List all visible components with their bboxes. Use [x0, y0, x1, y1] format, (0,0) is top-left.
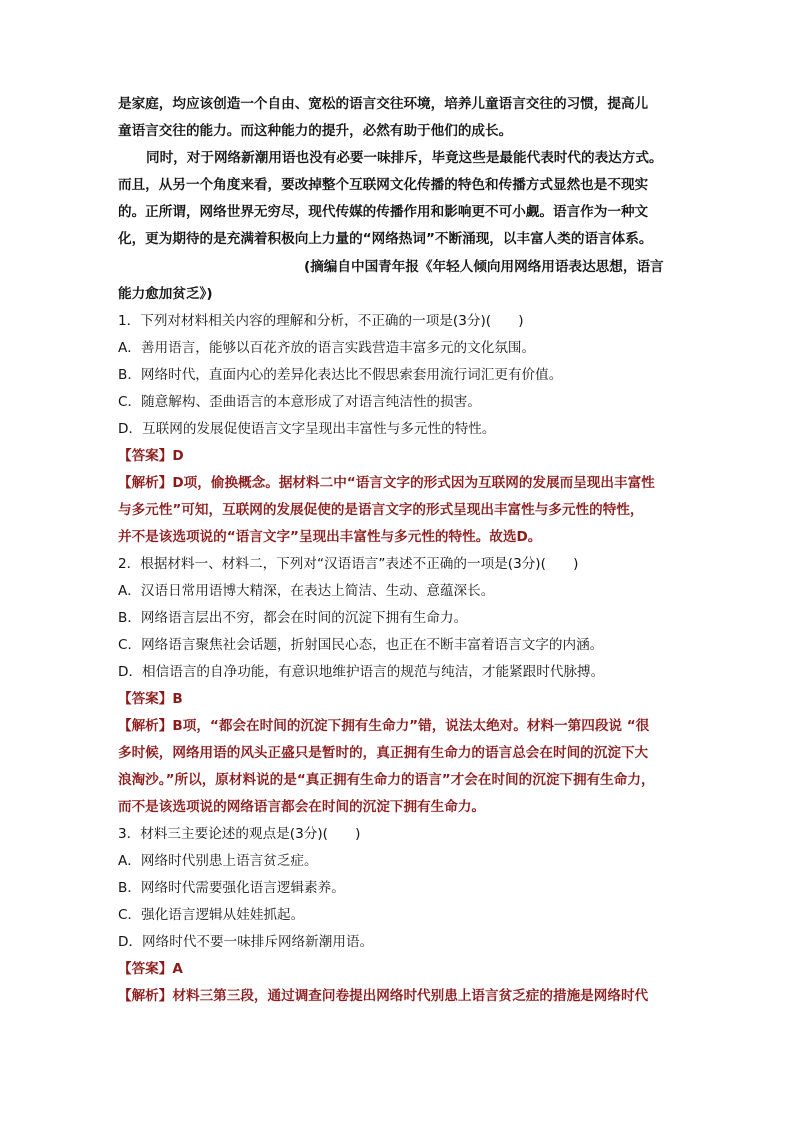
analysis-label: 【解析】: [118, 718, 173, 734]
q2-answer: [118, 690, 183, 708]
question-3-stem: 3．材料三主要论述的观点是(3分)( ): [118, 826, 361, 842]
analysis-text: 并不是该选项说的“语言文字”呈现出丰富性与多元性的特性。故选D。: [118, 529, 542, 545]
answer-label: 【答案】: [118, 961, 173, 977]
answer-value: D: [172, 448, 184, 464]
answer-label: 【答案】: [118, 691, 173, 707]
passage-line: 同时，对于网络新潮用语也没有必要一味排斥，毕竟这些是最能代表时代的表达方式。: [146, 150, 663, 166]
q2-option-a: A．汉语日常用语博大精深，在表达上简洁、生动、意蕴深长。: [118, 583, 495, 599]
q2-option-b: B．网络语言层出不穷，都会在时间的沉淀下拥有生命力。: [118, 610, 468, 626]
source-citation: 能力愈加贫乏》): [118, 286, 213, 302]
passage-line: 化，更为期待的是充满着积极向上力量的“网络热词”不断涌现，以丰富人类的语言体系。: [118, 231, 653, 247]
analysis-label: 【解析】: [118, 988, 173, 1004]
analysis-text: 浪淘沙。”所以，原材料说的是“真正拥有生命力的语言”才会在时间的沉淀下拥有生命力，: [118, 772, 655, 788]
q1-answer: [118, 447, 184, 465]
analysis-text: 而不是该选项说的网络语言都会在时间的沉淀下拥有生命力。: [118, 799, 486, 815]
q3-answer: [118, 960, 183, 978]
analysis-text: 材料三第三段，通过调查问卷提出网络时代别患上语言贫乏症的措施是网络时代: [172, 988, 649, 1004]
passage-line: 童语言交往的能力。而这种能力的提升，必然有助于他们的成长。: [118, 123, 513, 139]
analysis-text: 与多元性”可知，互联网的发展促使的是语言文字的形式呈现出丰富性与多元性的特性，: [118, 502, 644, 518]
analysis-text: 多时候，网络用语的风头正盛只是暂时的，真正拥有生命力的语言总会在时间的沉淀下大: [118, 745, 649, 761]
question-1-stem: 1．下列对材料相关内容的理解和分析，不正确的一项是(3分)( ): [118, 313, 524, 329]
passage-line: 是家庭，均应该创造一个自由、宽松的语言交往环境，培养儿童语言交往的习惯，提高儿: [118, 96, 649, 112]
passage-line: 而且，从另一个角度来看，要改掉整个互联网文化传播的特色和传播方式显然也是不现实: [118, 177, 649, 193]
q1-analysis: [118, 474, 655, 492]
q3-analysis: [118, 987, 648, 1005]
analysis-text: B项，“都会在时间的沉淀下拥有生命力”错，说法太绝对。材料一第四段说 “很: [172, 718, 650, 734]
q1-option-c: C．随意解构、歪曲语言的本意形成了对语言纯洁性的损害。: [118, 394, 481, 410]
answer-label: 【答案】: [118, 448, 173, 464]
q2-option-d: D．相信语言的自净功能，有意识地维护语言的规范与纯洁，才能紧跟时代脉搏。: [118, 664, 605, 680]
question-2-stem: 2．根据材料一、材料二，下列对“汉语语言”表述不正确的一项是(3分)( ): [118, 556, 579, 572]
q3-option-a: A．网络时代别患上语言贫乏症。: [118, 853, 318, 869]
answer-value: B: [172, 691, 183, 707]
answer-value: A: [172, 961, 183, 977]
q1-option-a: A．善用语言，能够以百花齐放的语言实践营造丰富多元的文化氛围。: [118, 340, 536, 356]
passage-line: 的。正所谓，网络世界无穷尽，现代传媒的传播作用和影响更不可小觑。语言作为一种文: [118, 204, 649, 220]
source-citation: (摘编自中国青年报《年轻人倾向用网络用语表达思想，语言: [304, 259, 664, 275]
analysis-text: D项，偷换概念。据材料二中“语言文字的形式因为互联网的发展而呈现出丰富性: [172, 475, 655, 491]
q3-option-b: B．网络时代需要强化语言逻辑素养。: [118, 880, 345, 896]
q3-option-c: C．强化语言逻辑从娃娃抓起。: [118, 907, 305, 923]
q3-option-d: D．网络时代不要一味排斥网络新潮用语。: [118, 934, 374, 950]
q1-option-b: B．网络时代，直面内心的差异化表达比不假思索套用流行词汇更有价值。: [118, 367, 563, 383]
q2-option-c: C．网络语言聚焦社会话题，折射国民心态，也正在不断丰富着语言文字的内涵。: [118, 637, 604, 653]
analysis-label: 【解析】: [118, 475, 173, 491]
q2-analysis: [118, 717, 649, 735]
q1-option-d: D．互联网的发展促使语言文字呈现出丰富性与多元性的特性。: [118, 421, 496, 437]
